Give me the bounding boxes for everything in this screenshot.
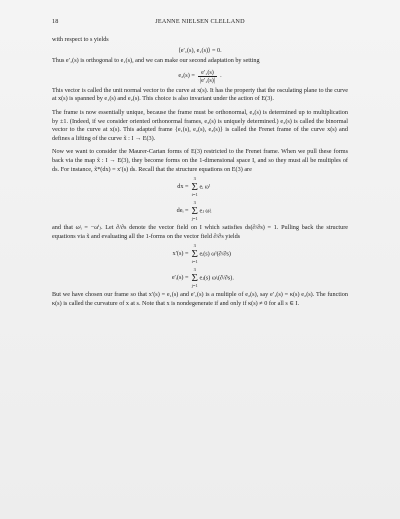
equation-4-lhs: deᵢ = [176, 206, 189, 214]
paragraph-1: with respect to s yields [52, 36, 109, 43]
paragraph-7: But we have chosen our frame so that x′(s) = e₁(s) and e′₁(s) is a multiple of e₂(s), say e′₁(s) = κ(s) e₂(s). The function κ(s) is called the curvature of x at s. Note that x is nondegenerate if and only if κ(s) ≠ 0 for all s ∈ I. [52, 291, 348, 307]
paragraph-3: This vector is called the unit normal vector to the curve at x(s). It has the property that the osculating plane to the curve at x(s) is spanned by e₁(s) and e₂(s). This choice is also invariant under the action of E(3). [52, 86, 348, 103]
equation-4 [52, 200, 348, 222]
equation-5-lhs: x′(s) = [172, 250, 189, 258]
equation-2-end: . [220, 71, 222, 79]
paragraph-6: and that ωʲᵢ = −ωⁱⱼ. Let ∂/∂s denote the vector field on I which satisfies ds(∂/∂s) = 1. Pulling back the structure equations via x̃ and evaluating all the 1-forms on the vector field ∂/∂s yields [52, 224, 348, 240]
paragraph-2: Thus e′₁(s) is orthogonal to e₁(s), and we can make our second adaptation by setting [52, 57, 260, 65]
equation-3-rhs: eᵢ ωⁱ [199, 183, 211, 191]
page-header [52, 18, 348, 28]
equation-3-lhs: dx = [177, 182, 189, 190]
equation-4-rhs: eⱼ ωʲᵢ [199, 207, 212, 215]
summation-sign: 3 Σ j=1 [191, 200, 198, 222]
equation-2-numerator: e′₁(s) [198, 69, 217, 77]
equation-2-lhs: e₂(s) = [178, 71, 195, 79]
page-body [52, 36, 348, 309]
summation-sign: 3 Σ i=1 [191, 176, 198, 198]
equation-6-rhs: eⱼ(s) ωʲᵢ(∂/∂s). [199, 274, 234, 282]
paragraph-5: Now we want to consider the Maurer-Cartan forms of E(3) restricted to the Frenet frame. When we pull these forms back via the map x̃ : I → E(3), they become forms on the 1-dimensional space I, and so they must all be multiples of ds. For instance, x̃*(dx) = x′(s) ds. Recall that the structure equations on E(3) are [52, 148, 348, 173]
equation-1: ⟨e′₁(s), e₁(s)⟩ = 0. [178, 46, 222, 54]
equation-2 [52, 69, 348, 84]
paragraph-4: The frame is now essentially unique, because the frame must be orthonormal, e₃(s) is determined up to multiplication by ±1. (Indeed, if we consider oriented orthonormal frames, e₃(s) is uniquely determined.) e₃(s) is called the binormal vector to the curve at x(s). This adapted frame {e₁(s), e₂(s), e₃(s)} is called the Frenet frame of the curve x(s) and defines a lifting of the curve x̃ : I → E(3). [52, 108, 348, 142]
equation-5-rhs: eᵢ(s) ωⁱ(∂/∂s) [199, 250, 231, 258]
running-head: JEANNE NIELSEN CLELLAND [155, 18, 245, 25]
summation-sign: 3 Σ i=1 [191, 243, 198, 265]
equation-3 [52, 176, 348, 198]
equation-6 [52, 267, 348, 289]
equation-6-lhs: e′ᵢ(s) = [171, 274, 189, 282]
summation-sign: 3 Σ j=1 [191, 267, 198, 289]
equation-2-denominator: |e′₁(s)| [199, 76, 216, 84]
equation-2-fraction [198, 69, 217, 84]
page-number: 18 [52, 18, 59, 25]
equation-5 [52, 243, 348, 265]
